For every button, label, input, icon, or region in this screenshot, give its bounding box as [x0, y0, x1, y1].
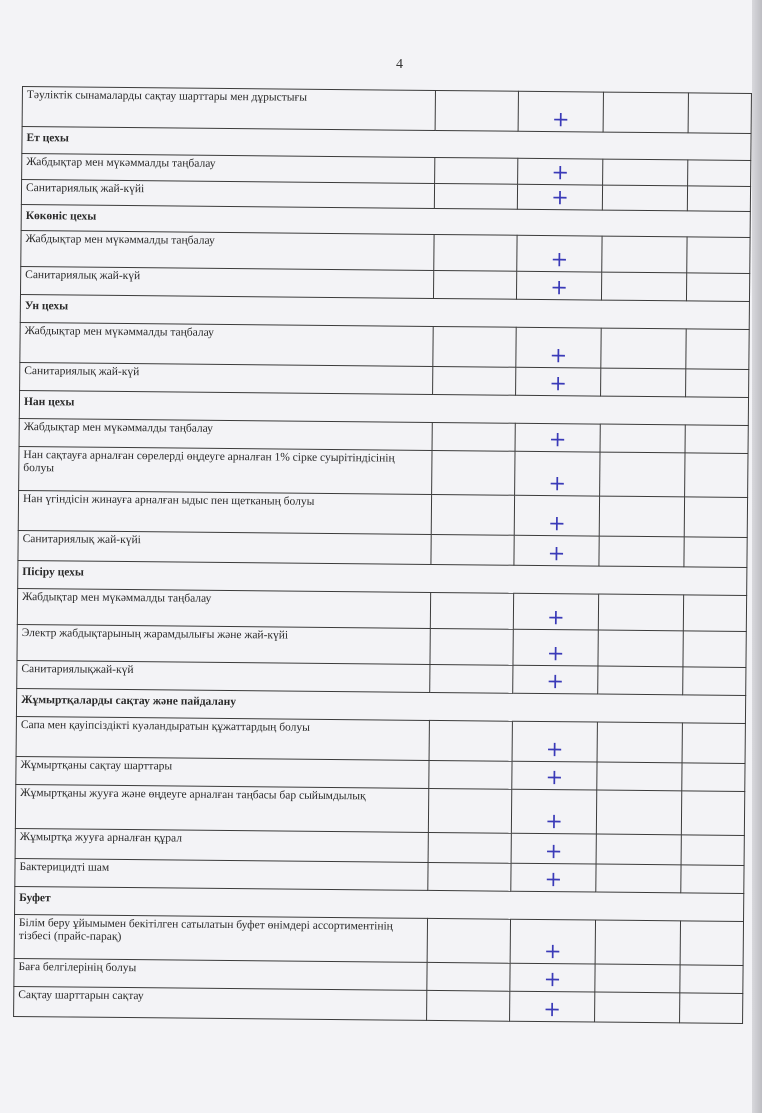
- empty-cell: [684, 497, 747, 538]
- empty-cell: [680, 993, 743, 1024]
- handwritten-plus-mark: +: [549, 343, 568, 368]
- empty-cell: [683, 667, 746, 696]
- empty-cell: [596, 790, 681, 835]
- handwritten-plus-mark: +: [543, 939, 562, 964]
- empty-cell: [433, 326, 516, 367]
- criterion-cell: Санитариялық жай-күйі: [21, 180, 434, 209]
- empty-cell: [687, 237, 750, 274]
- handwritten-plus-mark: +: [551, 185, 569, 210]
- criterion-cell: Санитариялықжай-күй: [17, 660, 430, 692]
- empty-cell: [603, 159, 688, 186]
- mark-cell: [517, 235, 602, 272]
- empty-cell: [681, 791, 744, 836]
- empty-cell: [688, 93, 751, 134]
- mark-cell: [515, 451, 600, 496]
- empty-cell: [601, 272, 686, 301]
- empty-cell: [428, 862, 511, 891]
- empty-cell: [682, 763, 745, 792]
- empty-cell: [431, 494, 514, 535]
- empty-cell: [683, 631, 746, 668]
- section-title: Буфет: [15, 886, 744, 921]
- empty-cell: [599, 536, 684, 567]
- empty-cell: [595, 920, 680, 965]
- section-title: Ет цехы: [22, 127, 751, 161]
- mark-cell: [513, 665, 598, 694]
- empty-cell: [601, 368, 686, 397]
- table-row: [14, 914, 743, 965]
- criterion-cell: Сапа мен қауіпсіздікті куәландыратын құжаттардың болуы: [16, 716, 429, 760]
- empty-cell: [428, 788, 511, 833]
- empty-cell: [430, 664, 513, 693]
- handwritten-plus-mark: +: [549, 371, 568, 396]
- mark-cell: [516, 367, 601, 396]
- handwritten-plus-mark: +: [546, 641, 565, 666]
- mark-cell: [513, 593, 598, 630]
- empty-cell: [432, 422, 515, 451]
- empty-cell: [686, 329, 749, 370]
- page-number: 4: [396, 57, 403, 72]
- criterion-cell: Жұмыртқа жууға арналған құрал: [15, 828, 428, 862]
- page-edge-shadow: [752, 0, 762, 1113]
- criterion-cell: Нан сақтауға арналған сөрелерді өңдеуге арналған 1% сірке суырітіндісінің болуы: [19, 446, 432, 494]
- mark-cell: [514, 535, 599, 566]
- criterion-cell: Жұмыртқаны сақтау шарттары: [16, 756, 429, 788]
- handwritten-plus-mark: +: [545, 765, 564, 790]
- empty-cell: [435, 90, 518, 131]
- section-title: Пісіру цехы: [18, 560, 747, 595]
- empty-cell: [598, 666, 683, 695]
- empty-cell: [429, 720, 512, 761]
- empty-cell: [433, 270, 516, 299]
- empty-cell: [602, 236, 687, 273]
- handwritten-plus-mark: +: [544, 867, 563, 892]
- empty-cell: [686, 369, 749, 398]
- empty-cell: [680, 921, 743, 966]
- mark-cell: [512, 721, 597, 762]
- empty-cell: [685, 425, 748, 454]
- empty-cell: [595, 964, 680, 993]
- handwritten-plus-mark: +: [550, 275, 569, 300]
- empty-cell: [597, 722, 682, 763]
- criterion-cell: Жабдықтар мен мүкәммалды таңбалау: [21, 230, 434, 270]
- mark-cell: [516, 327, 601, 368]
- empty-cell: [681, 835, 744, 866]
- empty-cell: [602, 185, 687, 211]
- handwritten-plus-mark: +: [546, 669, 565, 694]
- section-title: Ун цехы: [20, 294, 749, 329]
- mark-cell: [511, 833, 596, 864]
- empty-cell: [432, 450, 515, 495]
- criterion-cell: Жабдықтар мен мүкәммалды таңбалау: [17, 588, 430, 628]
- criterion-cell: Нан үгіндісін жинауға арналған ыдыс пен щетканың болуы: [18, 490, 431, 534]
- mark-cell: [510, 963, 595, 992]
- empty-cell: [597, 762, 682, 791]
- empty-cell: [431, 534, 514, 565]
- handwritten-plus-mark: +: [545, 737, 564, 762]
- table-row: [14, 986, 743, 1023]
- table-body: [14, 87, 752, 1024]
- handwritten-plus-mark: +: [550, 247, 569, 272]
- empty-cell: [430, 628, 513, 665]
- handwritten-plus-mark: +: [547, 511, 566, 536]
- empty-cell: [600, 452, 685, 497]
- criterion-cell: Жабдықтар мен мүкәммалды таңбалау: [20, 322, 433, 366]
- section-title: Нан цехы: [19, 390, 748, 425]
- empty-cell: [428, 832, 511, 863]
- empty-cell: [687, 186, 750, 212]
- criterion-cell: Жұмыртқаны жууға және өңдеуге арналған таңбасы бар сыйымдылық: [15, 784, 428, 832]
- handwritten-plus-mark: +: [547, 541, 566, 566]
- empty-cell: [603, 92, 688, 133]
- empty-cell: [434, 234, 517, 271]
- empty-cell: [427, 990, 510, 1021]
- empty-cell: [685, 453, 748, 498]
- criterion-cell: Сақтау шарттарын сақтау: [14, 986, 427, 1020]
- empty-cell: [681, 865, 744, 894]
- empty-cell: [435, 157, 518, 184]
- handwritten-plus-mark: +: [551, 107, 570, 132]
- mark-cell: [516, 271, 601, 300]
- mark-cell: [511, 863, 596, 892]
- empty-cell: [596, 864, 681, 893]
- mark-cell: [517, 184, 602, 210]
- mark-cell: [513, 629, 598, 666]
- empty-cell: [429, 760, 512, 789]
- empty-cell: [430, 592, 513, 629]
- empty-cell: [434, 183, 517, 209]
- empty-cell: [682, 723, 745, 764]
- criterion-cell: Тәуліктік сынамаларды сақтау шарттары мен дұрыстығы: [22, 87, 435, 131]
- mark-cell: [514, 495, 599, 536]
- handwritten-plus-mark: +: [543, 967, 562, 992]
- empty-cell: [684, 537, 747, 568]
- empty-cell: [427, 918, 510, 963]
- table-row: [16, 716, 745, 763]
- table-row: [20, 322, 749, 369]
- criterion-cell: Баға белгілерінің болуы: [14, 958, 427, 990]
- handwritten-plus-mark: +: [543, 997, 562, 1022]
- mark-cell: [518, 91, 603, 132]
- empty-cell: [680, 965, 743, 994]
- empty-cell: [433, 366, 516, 395]
- handwritten-plus-mark: +: [544, 839, 563, 864]
- handwritten-plus-mark: +: [551, 160, 570, 185]
- empty-cell: [688, 160, 751, 187]
- mark-cell: [511, 789, 596, 834]
- criterion-cell: Жабдықтар мен мүкәммалды таңбалау: [22, 154, 435, 184]
- mark-cell: [512, 761, 597, 790]
- inspection-checklist-table: [13, 86, 752, 1024]
- empty-cell: [686, 273, 749, 302]
- mark-cell: [510, 919, 595, 964]
- criterion-cell: Жабдықтар мен мүкәммалды таңбалау: [19, 418, 432, 450]
- empty-cell: [600, 424, 685, 453]
- mark-cell: [518, 158, 603, 185]
- handwritten-plus-mark: +: [548, 427, 567, 452]
- criterion-cell: Санитариялық жай-күй: [20, 362, 433, 394]
- handwritten-plus-mark: +: [545, 809, 563, 834]
- table-container: [12, 86, 752, 1093]
- mark-cell: [515, 423, 600, 452]
- mark-cell: [510, 991, 595, 1022]
- table-row: [18, 490, 747, 537]
- empty-cell: [601, 328, 686, 369]
- criterion-cell: Электр жабдықтарының жарамдылығы және жай-күйі: [17, 624, 430, 664]
- empty-cell: [595, 992, 680, 1023]
- table-row: [15, 784, 744, 835]
- handwritten-plus-mark: +: [546, 605, 565, 630]
- empty-cell: [427, 962, 510, 991]
- empty-cell: [598, 594, 683, 631]
- table-row: [22, 87, 751, 134]
- section-title: Көкөніс цехы: [21, 204, 750, 237]
- table-row: [19, 446, 748, 497]
- criterion-cell: Санитариялық жай-күйі: [18, 530, 431, 564]
- empty-cell: [596, 834, 681, 865]
- section-title: Жұмыртқаларды сақтау және пайдалану: [16, 688, 745, 723]
- empty-cell: [598, 630, 683, 667]
- empty-cell: [683, 595, 746, 632]
- criterion-cell: Бактерицидті шам: [15, 858, 428, 890]
- handwritten-plus-mark: +: [548, 471, 567, 496]
- empty-cell: [599, 496, 684, 537]
- criterion-cell: Санитариялық жай-күй: [20, 266, 433, 298]
- criterion-cell: Білім беру ұйымымен бекітілген сатылатын буфет өнімдері ассортиментінің тізбесі (прайс-парақ): [14, 914, 427, 962]
